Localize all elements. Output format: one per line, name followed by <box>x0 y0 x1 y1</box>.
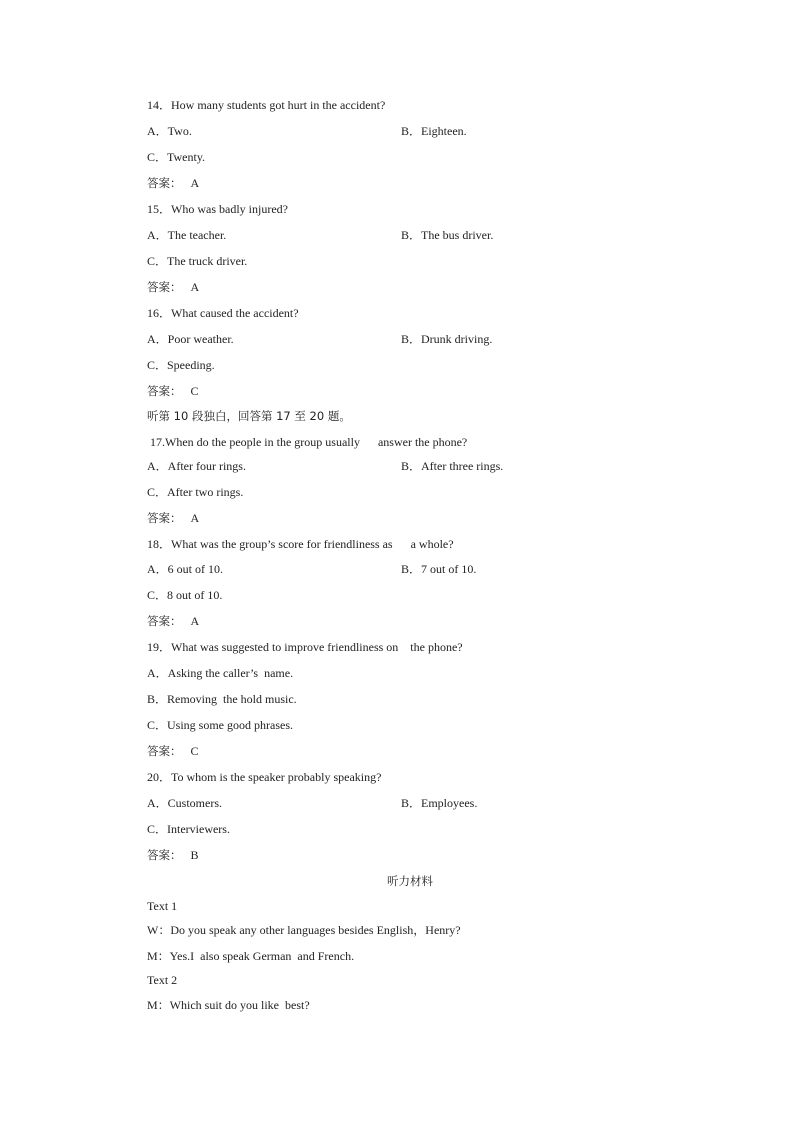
answer-label: 答案： <box>147 176 182 190</box>
question-14-option-a: A．Two. <box>147 124 192 138</box>
question-15-option-b: B．The bus driver. <box>401 228 494 242</box>
question-19-option-c: C．Using some good phrases. <box>147 718 293 732</box>
question-14-stem: 14．How many students got hurt in the accident? <box>147 98 386 112</box>
question-17-option-b: B．After three rings. <box>401 459 504 473</box>
question-19-option-a: A．Asking the caller’s name. <box>147 666 294 680</box>
answer-value: A <box>190 280 200 294</box>
question-14-option-b: B．Eighteen. <box>401 124 467 138</box>
answer-label: 答案： <box>147 744 182 758</box>
question-18-option-a: A．6 out of 10. <box>147 562 223 576</box>
question-18-answer <box>147 614 199 628</box>
question-15-answer <box>147 280 199 294</box>
question-20-stem: 20．To whom is the speaker probably speaking? <box>147 770 382 784</box>
material-line: Text 2 <box>147 973 178 987</box>
question-18-option-c: C．8 out of 10. <box>147 588 223 602</box>
question-17-stem: 17.When do the people in the group usually answer the phone? <box>147 435 468 449</box>
material-line: W：Do you speak any other languages besides English，Henry? <box>147 923 461 937</box>
question-16-option-c: C．Speeding. <box>147 358 215 372</box>
material-line: M：Yes.I also speak German and French. <box>147 949 355 963</box>
question-16-answer <box>147 384 199 398</box>
question-16-option-b: B．Drunk driving. <box>401 332 493 346</box>
question-20-option-a: A．Customers. <box>147 796 223 810</box>
question-20-option-b: B．Employees. <box>401 796 478 810</box>
question-15-option-c: C．The truck driver. <box>147 254 248 268</box>
answer-label: 答案： <box>147 384 182 398</box>
question-20-answer <box>147 848 199 862</box>
section-instruction: 听第 10 段独白，回答第 17 至 20 题。 <box>147 409 351 423</box>
answer-value: A <box>190 511 200 525</box>
answer-value: A <box>190 176 200 190</box>
question-14-option-c: C．Twenty. <box>147 150 206 164</box>
question-17-option-a: A．After four rings. <box>147 459 246 473</box>
material-line: M：Which suit do you like best? <box>147 998 310 1012</box>
answer-value: B <box>190 848 199 862</box>
question-14-answer <box>147 176 199 190</box>
answer-label: 答案： <box>147 614 182 628</box>
material-heading: 听力材料 <box>387 874 433 888</box>
question-17-answer <box>147 511 199 525</box>
answer-value: C <box>190 384 199 398</box>
question-19-option-b: B．Removing the hold music. <box>147 692 297 706</box>
answer-value: A <box>190 614 200 628</box>
question-17-option-c: C．After two rings. <box>147 485 244 499</box>
answer-label: 答案： <box>147 280 182 294</box>
answer-label: 答案： <box>147 511 182 525</box>
question-20-option-c: C．Interviewers. <box>147 822 230 836</box>
question-19-answer <box>147 744 199 758</box>
material-line: Text 1 <box>147 899 178 913</box>
question-16-stem: 16．What caused the accident? <box>147 306 299 320</box>
question-18-stem: 18．What was the group’s score for friendliness as a whole? <box>147 537 454 551</box>
answer-label: 答案： <box>147 848 182 862</box>
question-18-option-b: B．7 out of 10. <box>401 562 477 576</box>
answer-value: C <box>190 744 199 758</box>
question-16-option-a: A．Poor weather. <box>147 332 234 346</box>
question-19-stem: 19．What was suggested to improve friendliness on the phone? <box>147 640 463 654</box>
question-15-option-a: A．The teacher. <box>147 228 227 242</box>
question-15-stem: 15．Who was badly injured? <box>147 202 288 216</box>
